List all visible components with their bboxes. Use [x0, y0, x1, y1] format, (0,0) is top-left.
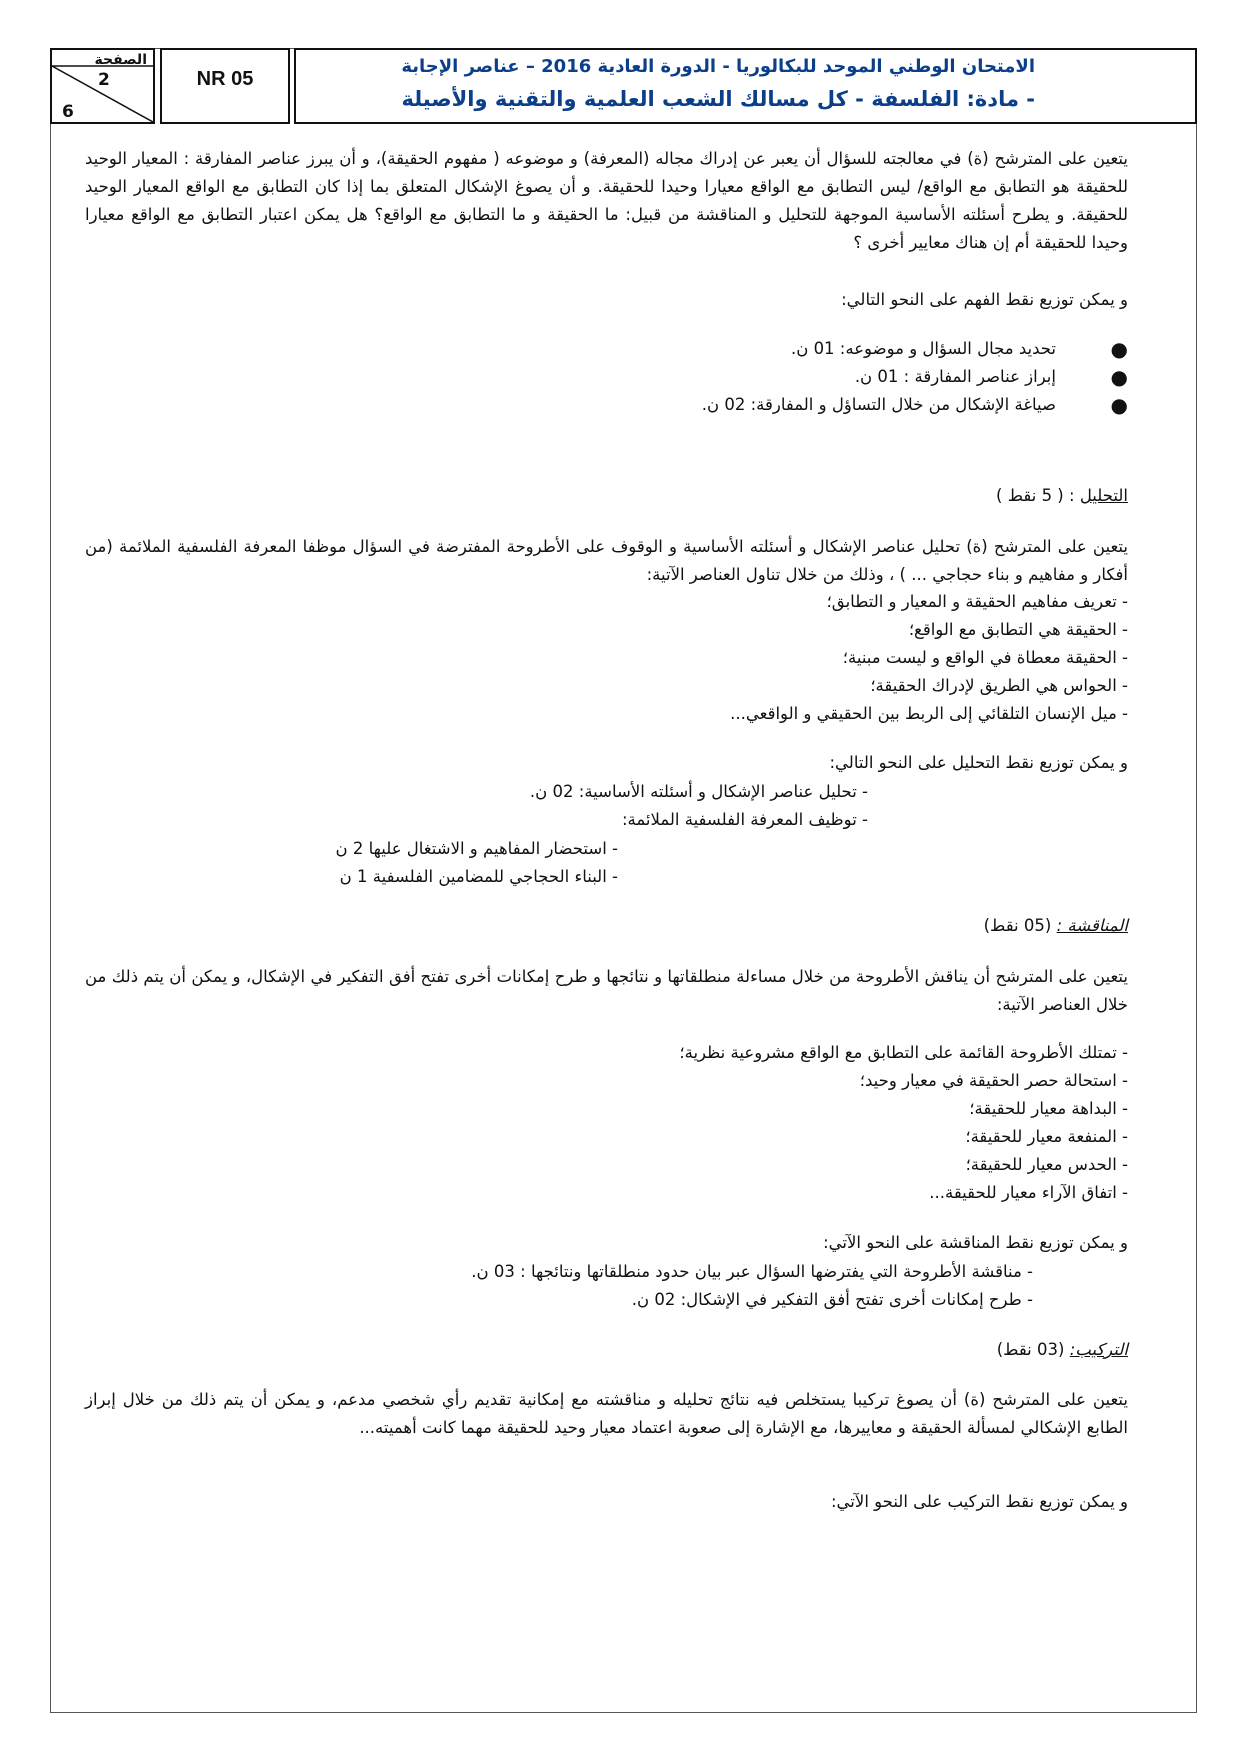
exam-title-box [294, 48, 1197, 124]
page-label: الصفحة [94, 52, 147, 68]
synthesis-distribution: و يمكن توزيع نقط التركيب على النحو الآتي: [831, 1492, 1128, 1511]
discussion-dist-1: - مناقشة الأطروحة التي يفترضها السؤال عبر بيان حدود منطلقاتها ونتائجها : 03 ن. [471, 1262, 1033, 1281]
bullet-dot: ● [1110, 365, 1128, 389]
analysis-item-4: - الحواس هي الطريق لإدراك الحقيقة؛ [870, 676, 1128, 695]
analysis-item-3: - الحقيقة معطاة في الواقع و ليست مبنية؛ [842, 648, 1128, 667]
analysis-heading-row [996, 482, 1128, 510]
page-number-box [50, 48, 155, 124]
synthesis-heading-row [997, 1336, 1128, 1364]
analysis-heading: التحليل [1079, 486, 1128, 505]
page-total: 6 [62, 102, 74, 122]
discussion-heading-row [984, 912, 1128, 940]
intro-bullet-3: صياغة الإشكال من خلال التساؤل و المفارقة: 02 ن. [701, 395, 1056, 414]
discussion-dist-2: - طرح إمكانات أخرى تفتح أفق التفكير في الإشكال: 02 ن. [631, 1290, 1033, 1309]
exam-code: NR 05 [196, 68, 254, 90]
discussion-distribution: و يمكن توزيع نقط المناقشة على النحو الآتي: [823, 1233, 1128, 1252]
discussion-item-1: - تمتلك الأطروحة القائمة على التطابق مع الواقع مشروعية نظرية؛ [679, 1043, 1128, 1062]
analysis-sub-1: - استحضار المفاهيم و الاشتغال عليها 2 ن [335, 839, 618, 858]
exam-title: الامتحان الوطني الموحد للبكالوريا - الدورة العادية 2016 – عناصر الإجابة [401, 56, 1035, 77]
intro-bullet-2: إبراز عناصر المفارقة : 01 ن. [854, 367, 1056, 386]
intro-bullet-1: تحديد مجال السؤال و موضوعه: 01 ن. [790, 339, 1056, 358]
analysis-paragraph: يتعين على المترشح (ة) تحليل عناصر الإشكال و أسئلته الأساسية و الوقوف على الأطروحة المفترضة في السؤال موظفا المعرفة الفلسفية الملائمة (من أفكار و مفاهيم و بناء حجاجي ... ) ، وذلك من خلال تناول العناصر الآتية: [85, 537, 1128, 584]
intro-paragraph: يتعين على المترشح (ة) في معالجته للسؤال أن يعبر عن إدراك مجاله (المعرفة) و موضوعه ( مفهوم الحقيقة)، و أن يبرز عناصر المفارقة : المعيار الوحيد للحقيقة هو التطابق مع الواقع/ ليس التطابق مع الواقع معيارا وحيدا للحقيقة. و أن يصوغ الإشكال المتعلق بما إذا كان التطابق مع الواقع المعيار الوحيد للحقيقة. و يطرح أسئلته الأساسية الموجهة للتحليل و المناقشة من قبيل: ما الحقيقة و ما التطابق مع الواقع؟ هل يمكن اعتبار التطابق مع الواقع معيارا وحيدا للحقيقة أم إن هناك معايير أخرى ؟ [85, 149, 1128, 252]
analysis-dist-1: - تحليل عناصر الإشكال و أسئلته الأساسية: 02 ن. [529, 782, 868, 801]
analysis-dist-2: - توظيف المعرفة الفلسفية الملائمة: [621, 810, 868, 829]
bullet-dot: ● [1110, 393, 1128, 417]
analysis-item-1: - تعريف مفاهيم الحقيقة و المعيار و التطابق؛ [826, 592, 1128, 611]
analysis-points: : ( 5 نقط ) [996, 486, 1075, 505]
discussion-heading: المناقشة : [1056, 916, 1128, 935]
synthesis-points: (03 نقط) [996, 1340, 1065, 1359]
discussion-item-2: - استحالة حصر الحقيقة في معيار وحيد؛ [859, 1071, 1128, 1090]
exam-code-box [160, 48, 290, 124]
analysis-item-2: - الحقيقة هي التطابق مع الواقع؛ [908, 620, 1128, 639]
analysis-sub-2: - البناء الحجاجي للمضامين الفلسفية 1 ن [339, 867, 618, 886]
intro-distribution: و يمكن توزيع نقط الفهم على النحو التالي: [841, 290, 1128, 309]
exam-header [50, 48, 1197, 126]
exam-subject: - مادة: الفلسفة - كل مسالك الشعب العلمية والتقنية والأصيلة [401, 87, 1035, 111]
discussion-points: (05 نقط) [983, 916, 1052, 935]
page-number: 2 [98, 70, 110, 90]
discussion-item-3: - البداهة معيار للحقيقة؛ [969, 1099, 1128, 1118]
analysis-item-5: - ميل الإنسان التلقائي إلى الربط بين الحقيقي و الواقعي... [730, 704, 1128, 723]
discussion-item-6: - اتفاق الآراء معيار للحقيقة... [929, 1183, 1128, 1202]
bullet-dot: ● [1110, 337, 1128, 361]
discussion-item-4: - المنفعة معيار للحقيقة؛ [965, 1127, 1128, 1146]
discussion-item-5: - الحدس معيار للحقيقة؛ [965, 1155, 1128, 1174]
synthesis-paragraph: يتعين على المترشح (ة) أن يصوغ تركيبا يستخلص فيه نتائج تحليله و مناقشته مع إمكانية تقديم رأي شخصي مدعم، و يمكن أن يتم ذلك من خلال إبراز الطابع الإشكالي لمسألة الحقيقة و معاييرها، مع الإشارة إلى صعوبة اعتماد معيار وحيد للحقيقة مهما كانت أهميته... [85, 1390, 1128, 1437]
synthesis-heading: التركيب: [1069, 1340, 1128, 1359]
discussion-paragraph: يتعين على المترشح أن يناقش الأطروحة من خلال مساءلة منطلقاتها و نتائجها و طرح إمكانات أخرى تفتح أفق التفكير في الإشكال، و يمكن أن يتم ذلك من خلال العناصر الآتية: [85, 967, 1128, 1014]
analysis-distribution: و يمكن توزيع نقط التحليل على النحو التالي: [829, 753, 1128, 772]
